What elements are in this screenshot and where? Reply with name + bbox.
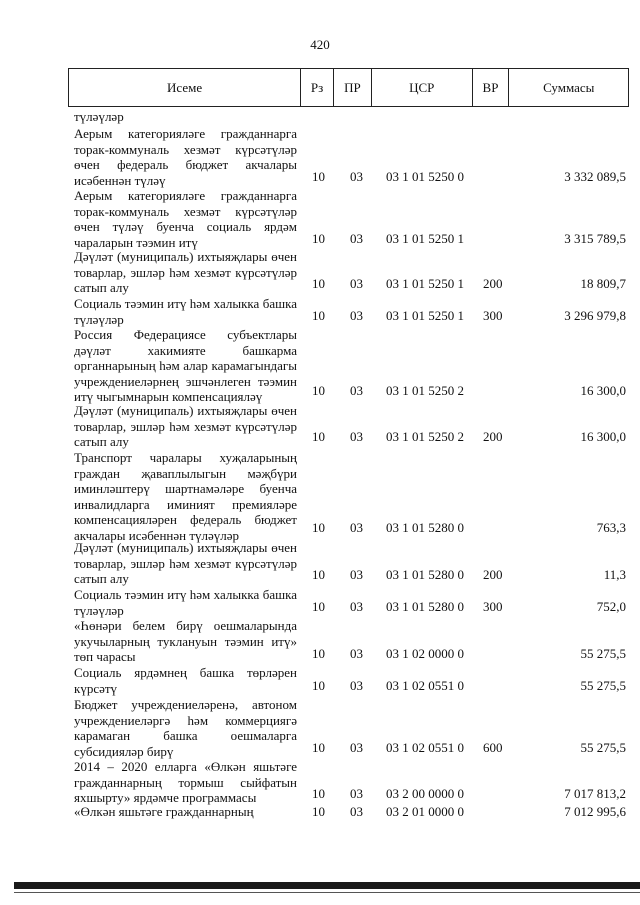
row-rz: 10 [312, 308, 325, 323]
header-vr: ВР [473, 69, 510, 106]
row-vr: 200 [483, 429, 503, 444]
table-row [0, 450, 640, 543]
page-number: 420 [310, 37, 330, 52]
table-row [0, 804, 640, 819]
row-name: Дәүләт (муниципаль) ихтыяҗлары өчен товарлар, эшләр һәм хезмәт күрсәтүләр сатып алу [74, 540, 297, 586]
row-rz: 10 [312, 231, 325, 246]
row-csr: 03 1 01 5280 0 [386, 567, 464, 582]
row-pr: 03 [350, 678, 363, 693]
header-pr: ПР [334, 69, 372, 106]
row-name: «Һөнәри белем бирү оешмаларында укучыларның туклануын тәэмин итү» төп чарасы [74, 618, 297, 664]
row-rz: 10 [312, 567, 325, 582]
row-csr: 03 1 01 5250 1 [386, 276, 464, 291]
row-name: Транспорт чаралары хуҗаларының граждан җаваплылыгын мәҗбүри иминләштерү шартнамәләре буенча инвалидларга иминият премияләре компенсацияләрен федераль бюджет акчалары исәбеннән түләүләр [74, 450, 297, 543]
row-rz: 10 [312, 520, 325, 535]
row-pr: 03 [350, 276, 363, 291]
row-name: «Өлкән яшьтәге гражданнарның [74, 804, 254, 819]
row-name: 2014 – 2020 елларга «Өлкән яшьтәге гражданнарның тормыш сыйфатын яхшырту» ярдәмче программасы [74, 759, 297, 805]
row-csr: 03 1 02 0551 0 [386, 740, 464, 755]
header-csr: ЦСР [372, 69, 473, 106]
row-rz: 10 [312, 599, 325, 614]
row-sum: 18 809,7 [580, 276, 626, 291]
table-row [0, 540, 640, 586]
row-pr: 03 [350, 429, 363, 444]
row-csr: 03 1 01 5250 1 [386, 308, 464, 323]
table-row [0, 618, 640, 664]
row-sum: 7 012 995,6 [564, 804, 626, 819]
table-row [0, 249, 640, 295]
row-name: Социаль ярдәмнең башка төрләрен күрсәтү [74, 665, 297, 696]
row-csr: 03 2 00 0000 0 [386, 786, 464, 801]
row-sum: 3 296 979,8 [564, 308, 626, 323]
table-row [0, 327, 640, 404]
row-csr: 03 1 01 5250 0 [386, 169, 464, 184]
row-sum: 55 275,5 [580, 646, 626, 661]
row-sum: 11,3 [603, 567, 626, 582]
row-sum: 55 275,5 [580, 740, 626, 755]
table-row [0, 587, 640, 618]
row-rz: 10 [312, 740, 325, 755]
row-vr: 600 [483, 740, 503, 755]
row-csr: 03 1 01 5280 0 [386, 520, 464, 535]
row-name: Россия Федерациясе субъектлары дәүләт хакимияте башкарма органнарының һәм алар карамагындагы учреждениеләрнең эшчәнлеген тәэмин итү чыгымнарын компенсацияләү [74, 327, 297, 404]
row-pr: 03 [350, 567, 363, 582]
table-row [0, 296, 640, 327]
row-rz: 10 [312, 646, 325, 661]
row-pr: 03 [350, 520, 363, 535]
row-csr: 03 2 01 0000 0 [386, 804, 464, 819]
row-rz: 10 [312, 804, 325, 819]
row-pr: 03 [350, 383, 363, 398]
row-pr: 03 [350, 804, 363, 819]
row-pr: 03 [350, 169, 363, 184]
table-row [0, 403, 640, 449]
row-vr: 300 [483, 308, 503, 323]
row-pr: 03 [350, 646, 363, 661]
header-name: Исеме [69, 69, 301, 106]
row-rz: 10 [312, 678, 325, 693]
table-row [0, 109, 640, 124]
row-name: Бюджет учреждениеләренә, автоном учреждениеләргә һәм коммерциягә карамаган башка оешмаларга субсидияләр бирү [74, 697, 297, 759]
row-name: Социаль тәэмин итү һәм халыкка башка түләүләр [74, 587, 297, 618]
row-name: Аерым категорияләге гражданнарга торак-коммуналь хезмәт күрсәтүләр өчен федераль бюджет акчалары исәбеннән түләү [74, 126, 297, 188]
row-vr: 200 [483, 567, 503, 582]
row-name: Социаль тәэмин итү һәм халыкка башка түләүләр [74, 296, 297, 327]
row-vr: 200 [483, 276, 503, 291]
header-rz: Рз [301, 69, 334, 106]
row-pr: 03 [350, 308, 363, 323]
row-sum: 16 300,0 [580, 429, 626, 444]
row-name: Дәүләт (муниципаль) ихтыяҗлары өчен товарлар, эшләр һәм хезмәт күрсәтүләр сатып алу [74, 249, 297, 295]
row-pr: 03 [350, 786, 363, 801]
table-row [0, 759, 640, 805]
scan-edge-line [14, 892, 640, 893]
row-csr: 03 1 01 5250 2 [386, 383, 464, 398]
row-sum: 55 275,5 [580, 678, 626, 693]
row-pr: 03 [350, 231, 363, 246]
row-name: түләүләр [74, 109, 124, 124]
row-sum: 7 017 813,2 [564, 786, 626, 801]
row-rz: 10 [312, 786, 325, 801]
row-csr: 03 1 02 0000 0 [386, 646, 464, 661]
row-sum: 3 332 089,5 [564, 169, 626, 184]
row-rz: 10 [312, 383, 325, 398]
table-row [0, 697, 640, 759]
row-rz: 10 [312, 276, 325, 291]
row-name: Дәүләт (муниципаль) ихтыяҗлары өчен товарлар, эшләр һәм хезмәт күрсәтүләр сатып алу [74, 403, 297, 449]
row-rz: 10 [312, 169, 325, 184]
row-pr: 03 [350, 599, 363, 614]
row-csr: 03 1 01 5250 2 [386, 429, 464, 444]
row-sum: 752,0 [596, 599, 626, 614]
header-sum: Суммасы [543, 79, 595, 95]
table-row [0, 126, 640, 188]
row-vr: 300 [483, 599, 503, 614]
row-csr: 03 1 01 5280 0 [386, 599, 464, 614]
row-sum: 3 315 789,5 [564, 231, 626, 246]
row-pr: 03 [350, 740, 363, 755]
table-row [0, 665, 640, 696]
row-csr: 03 1 01 5250 1 [386, 231, 464, 246]
row-rz: 10 [312, 429, 325, 444]
row-name: Аерым категорияләге гражданнарга торак-коммуналь хезмәт күрсәтүләр өчен түләү буенча социаль ярдәм чараларын тәэмин итү [74, 188, 297, 250]
row-sum: 16 300,0 [580, 383, 626, 398]
scan-edge-bar [14, 882, 640, 889]
table-row [0, 188, 640, 250]
row-sum: 763,3 [596, 520, 626, 535]
row-csr: 03 1 02 0551 0 [386, 678, 464, 693]
